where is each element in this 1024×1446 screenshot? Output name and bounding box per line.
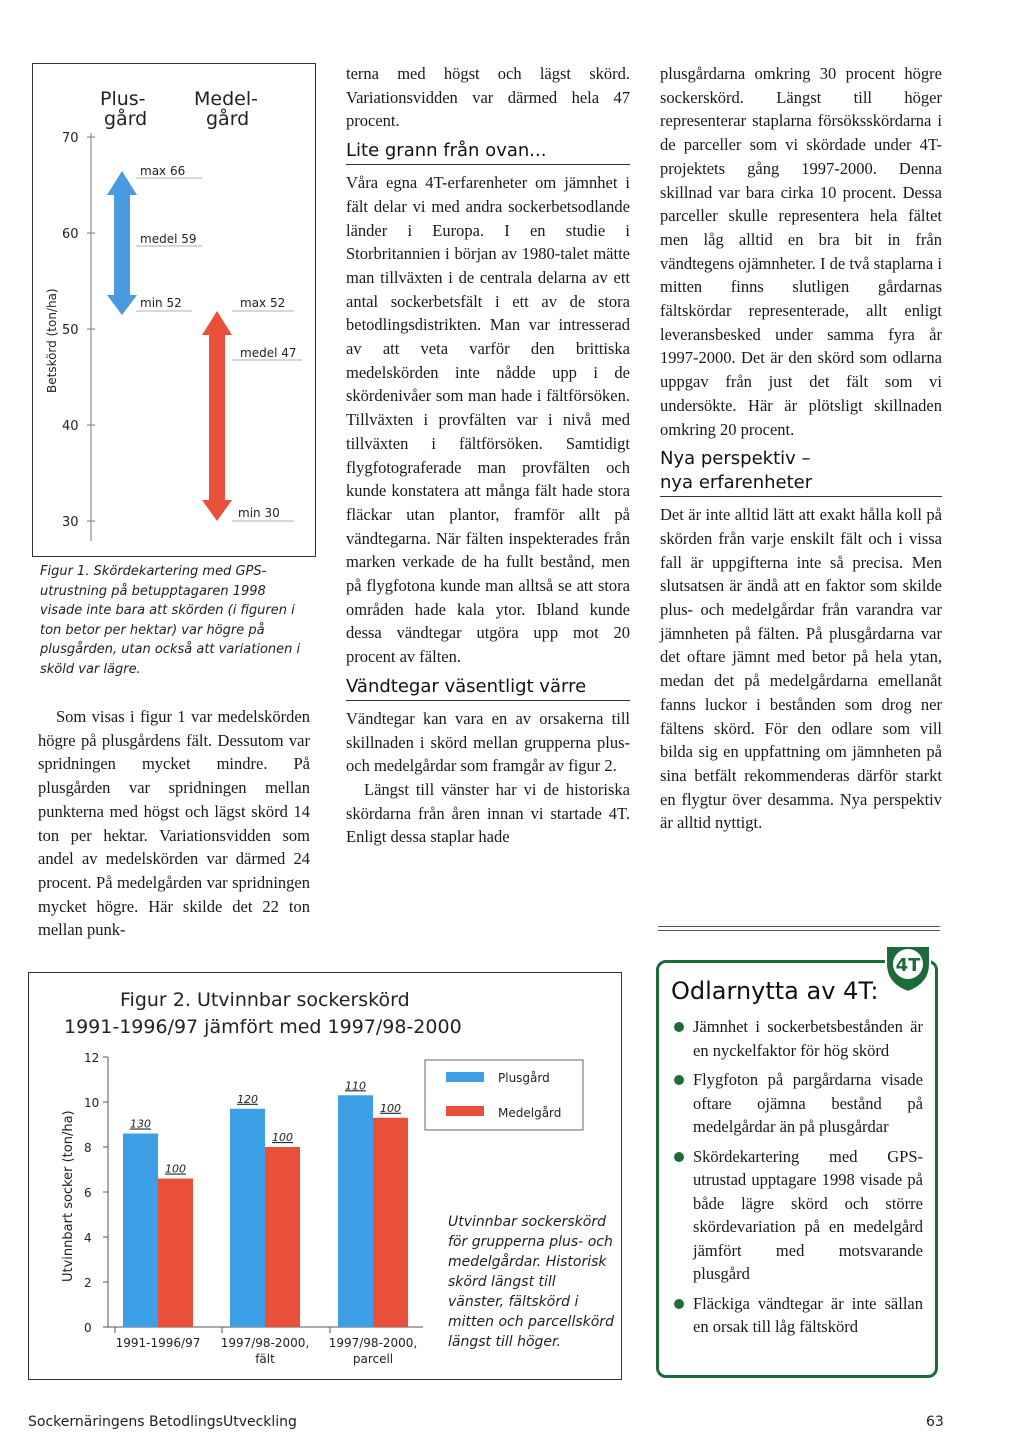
fig1-y-tick-label: 60 <box>62 227 79 242</box>
col1-paragraph: Som visas i figur 1 var medelskörden högre på plusgårdens fält. Dessutom var spridningen mycket mindre. På plusgården var spridningen mellan punkterna med högst och lägst skörd 14 ton per hektar. Variationsvidden som andel av medelskörden var därmed 24 procent. På medelgården var spridningen mycket högre. Här skilde det 22 ton mellan punk- <box>38 707 310 940</box>
4t-logo <box>880 940 936 996</box>
col2-paragraph-4: Längst till vänster har vi de historiska skördarna från åren innan vi startade 4T. Enligt dessa staplar hade <box>346 779 630 847</box>
fig2-x-tick-label-2: fält <box>255 1352 275 1366</box>
heading-nya-perspektiv: Nya perspektiv – nya erfarenheter <box>660 447 942 497</box>
medel-gard-label-2: gård <box>206 108 250 130</box>
fig2-x-tick-label: 1991-1996/97 <box>115 1336 201 1350</box>
medel-min-label: min 30 <box>238 506 280 520</box>
medel-medel-label: medel 47 <box>240 346 297 360</box>
heading-lite-grann: Lite grann från ovan... <box>346 139 630 165</box>
column-2 <box>346 62 630 849</box>
bar-plusgard <box>123 1134 158 1328</box>
fig2-y-tick-label: 12 <box>84 1051 100 1065</box>
4t-shield-icon <box>880 940 936 996</box>
col2-paragraph-1: terna med högst och lägst skörd. Variationsvidden var därmed hela 47 procent. <box>346 64 630 131</box>
list-item: Fläckiga vändtegar är inte sällan en orsak till låg fältskörd <box>671 1292 923 1339</box>
fig2-y-axis-label: Utvinnbart socker (ton/ha) <box>61 1110 76 1282</box>
fig1-y-tick-label: 40 <box>62 419 79 434</box>
figure-2-caption: Utvinnbar sockerskörd för grupperna plus- och medelgårdar. Historisk skörd längst till vänster, fältskörd i mitten och parcellskörd längst till höger. <box>448 1214 614 1350</box>
odlarnytta-box <box>656 960 938 1378</box>
bar-plusgard <box>338 1095 373 1327</box>
fig2-x-tick-label: 1997/98-2000, <box>220 1336 310 1350</box>
plus-medel-label: medel 59 <box>140 232 197 246</box>
figure-2 <box>28 972 622 1380</box>
bar-data-label: 100 <box>165 1162 186 1176</box>
fig1-y-tick-label: 70 <box>62 131 79 146</box>
fig2-y-tick-label: 10 <box>84 1096 100 1110</box>
legend-swatch-plus <box>446 1072 484 1082</box>
heading-vandtegar: Vändtegar väsentligt värre <box>346 675 630 701</box>
bar-data-label: 100 <box>272 1131 293 1144</box>
bar-plusgard <box>230 1109 265 1327</box>
medel-max-label: max 52 <box>240 296 286 310</box>
figure-1-chart <box>32 63 316 557</box>
footer-left: Sockernäringens BetodlingsUtveckling <box>28 1414 297 1430</box>
column-3 <box>660 62 942 835</box>
col3-paragraph-1: plusgårdarna omkring 30 procent högre sockerskörd. Längst till höger representerar staplarna försöksskördarna i de parceller som vi skördade under 4T-projektets gång 1997-2000. Denna skillnad var bara cirka 10 procent. Dessa parceller skulle representera hela fältet men låg alltid en bra bit in från vändtegens ojämnheter. I de två staplarna i mitten finns slutligen gårdarnas fältskördar representerade, allt enligt leveransbesked under samma fyra år 1997-2000. Det är den skörd som odlarna uppgav från just det fält som vi undersökte. Här är plötsligt skillnaden omkring 20 procent. <box>660 64 942 439</box>
legend-swatch-medel <box>446 1106 484 1116</box>
odlarnytta-list <box>671 1015 923 1339</box>
bar-medelgard <box>158 1179 193 1328</box>
bar-data-label: 100 <box>380 1101 401 1115</box>
col2-paragraph-2: Våra egna 4T-erfarenheter om jämnhet i fält delar vi med andra sockerbetsodlande länder i Europa. I en studie i Storbritannien i början av 1980-talet mätte man tillväxten i de centrala delarna av ett antal sockerbetsfält i ett av de stora betodlingsdistrikten. Man var intresserad av att veta varför den brittiska medelskörden inte nådde upp i de skördenivåer som man hade i fältförsöken. Tillväxten i provfälten var i nivå med tillväxten i fältförsöken. Samtidigt flygfotograferade man provfälten och kunde konstatera att många fält hade stora fläckar utan plantor, framför allt på vändtegarna. När fälten inspekterades från marken verkade de ha fullt bestånd, men på flygfotona kunde man alltså se att stora områden hade kala ytor. Ibland kunde dessa vändtegar utgöra upp mot 20 procent av fälten. <box>346 173 630 667</box>
fig1-y-tick-label: 30 <box>62 515 79 530</box>
col3-paragraph-2: Det är inte alltid lätt att exakt hålla koll på skörden från varje enskilt fält och i vissa fall är uppgifterna inte så precisa. Men slutsatsen är ändå att en faktor som skilde plus- och medelgårdar från varandra var jämnheten på fälten. På plusgårdarna var det oftare jämnt med betor på hela ytan, medan det på medelgårdarna emellanåt fanns luckor i bestånden som drog ner fältens skörd. För den odlare som vill bilda sig en uppfattning om jämnheten på sina betfält rekommenderas därför starkt en flygtur över desamma. Nya perspektiv är alltid nyttigt. <box>660 505 942 833</box>
column-3-rule <box>658 926 940 931</box>
legend-medelgard: Medelgård <box>498 1106 562 1120</box>
column-1 <box>38 705 310 942</box>
plus-gard-label-2: gård <box>104 108 148 130</box>
fig1-y-axis-label: Betskörd (ton/ha) <box>45 288 59 393</box>
fig2-y-tick-label: 0 <box>84 1321 92 1335</box>
fig2-y-tick-label: 8 <box>84 1141 92 1155</box>
bar-medelgard <box>265 1147 300 1327</box>
page-number: 63 <box>926 1414 944 1430</box>
medel-gard-label-1: Medel- <box>194 88 258 110</box>
4t-logo-text: 4T <box>895 955 921 976</box>
fig2-legend <box>425 1060 583 1130</box>
list-item: Flygfoton på pargårdarna visade oftare ojämna bestånd på medelgårdar än på plusgårdar <box>671 1068 923 1139</box>
bar-data-label: 130 <box>130 1117 151 1131</box>
bar-data-label: 110 <box>345 1079 366 1093</box>
fig2-x-tick-label-2: parcell <box>352 1352 394 1366</box>
figure-1-caption: Figur 1. Skördekartering med GPS-utrustning på betupptagaren 1998 visade inte bara att skörden (i figuren i ton betor per hektar) var högre på plusgården, utan också att variationen i sköld var lägre. <box>40 564 301 677</box>
bar-medelgard <box>373 1118 408 1327</box>
fig2-x-tick-label: 1997/98-2000, <box>328 1336 418 1350</box>
fig2-y-tick-label: 6 <box>84 1186 92 1200</box>
legend-plusgard: Plusgård <box>498 1071 550 1085</box>
fig2-y-tick-label: 4 <box>84 1231 92 1245</box>
list-item: Skördekartering med GPS-utrustad upptagare 1998 visade på både lägre skörd och större skördevariation på en medelgård jämfört med motsvarande plusgård <box>671 1145 923 1286</box>
fig2-title-line-1: Figur 2. Utvinnbar sockerskörd <box>120 989 410 1011</box>
plus-min-label: min 52 <box>140 296 182 310</box>
col2-paragraph-3: Vändtegar kan vara en av orsakerna till skillnaden i skörd mellan grupperna plus- och medelgårdar som framgår av figur 2. <box>346 708 630 776</box>
fig2-y-tick-label: 2 <box>84 1276 92 1290</box>
fig2-title-line-2: 1991-1996/97 jämfört med 1997/98-2000 <box>64 1016 462 1038</box>
odlarnytta-title: Odlarnytta av 4T: <box>671 977 879 1005</box>
list-item: Jämnhet i sockerbetsbestånden är en nyckelfaktor för hög skörd <box>671 1015 923 1062</box>
plus-gard-label-1: Plus- <box>100 88 146 110</box>
figure-1 <box>32 63 316 557</box>
fig1-y-tick-label: 50 <box>62 323 79 338</box>
bar-data-label: 120 <box>237 1092 258 1106</box>
plus-max-label: max 66 <box>140 164 186 178</box>
